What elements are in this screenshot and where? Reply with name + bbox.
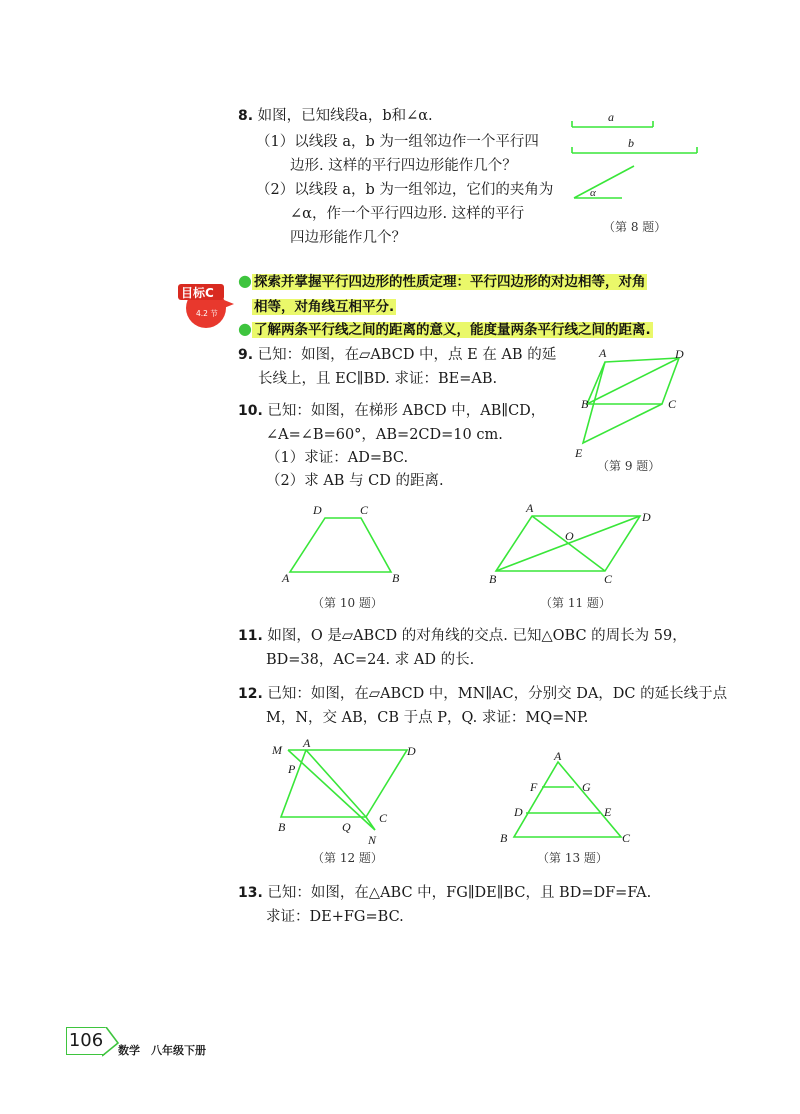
page-number: 106 [66, 1027, 105, 1055]
p12-label-M: M [272, 743, 282, 757]
triangle-ABC [514, 762, 621, 837]
diagonals-AC-BD [496, 516, 640, 571]
caption-12: （第 12 题） [312, 851, 383, 865]
p11-label-C: C [604, 572, 613, 586]
caption-8: （第 8 题） [603, 220, 667, 234]
p13-label-C: C [622, 831, 631, 845]
extension-BE-EC [583, 362, 662, 443]
label-b: b [628, 136, 634, 150]
p12-label-N: N [368, 833, 377, 847]
problem-12-line2: M，N，交 AB，CB 于点 P，Q. 求证：MQ=NP. [266, 710, 589, 726]
p13-label-F: F [530, 780, 538, 794]
problem-10-sub2: （2）求 AB 与 CD 的距离. [266, 473, 444, 489]
caption-10: （第 10 题） [312, 596, 383, 610]
problem-8-stem: 8. 如图，已知线段a，b和∠α. [238, 108, 433, 124]
target-badge [176, 278, 236, 336]
trapezoid-ABCD [290, 518, 391, 572]
label-a: a [608, 110, 614, 124]
problem-11-line2: BD=38，AC=24. 求 AD 的长. [266, 652, 475, 668]
p13-label-A: A [554, 749, 562, 763]
p9-label-D: D [675, 347, 684, 361]
badge-section: 4.2 节 [196, 309, 218, 318]
goal-1-cont: 相等，对角线互相平分. [254, 299, 395, 315]
p13-label-G: G [582, 780, 591, 794]
p12-label-A: A [303, 736, 311, 750]
goal-2: ● 了解两条平行线之间的距离的意义，能度量两条平行线之间的距离. [238, 319, 651, 338]
p10-label-D: D [313, 503, 322, 517]
problem-8-sub1-cont: 边形. 这样的平行四边形能作几个？ [290, 158, 517, 174]
badge-pointer-icon [224, 300, 234, 308]
p12-label-P: P [288, 762, 296, 776]
p11-label-B: B [489, 572, 497, 586]
goal-1: ● 探索并掌握平行四边形的性质定理：平行四边形的对边相等，对角 [238, 271, 646, 290]
problem-10-line1: 10. 已知：如图，在梯形 ABCD 中，AB∥CD， [238, 403, 546, 419]
problem-8-sub2-cont1: ∠α，作一个平行四边形. 这样的平行 [290, 206, 525, 222]
problem-10-line2: ∠A=∠B=60°，AB=2CD=10 cm. [266, 427, 503, 443]
p11-label-D: D [642, 510, 651, 524]
problem-12-number: 12. [238, 686, 263, 702]
problem-8-figure [560, 100, 710, 210]
p12-label-C: C [379, 811, 388, 825]
problem-9-number: 9. [238, 347, 254, 363]
problem-8-sub2: （2）以线段 a，b 为一组邻边，它们的夹角为 [256, 182, 554, 198]
problem-11-number: 11. [238, 628, 263, 644]
problem-13-number: 13. [238, 885, 263, 901]
badge-title: 目标C [181, 286, 214, 300]
p13-label-E: E [604, 805, 612, 819]
book-title: 数学 八年级下册 [118, 1044, 206, 1057]
p11-label-A: A [526, 501, 534, 515]
problem-9-line2: 长线上，且 EC∥BD. 求证：BE=AB. [258, 371, 498, 387]
problem-13-figure [496, 745, 636, 850]
p12-label-D: D [407, 744, 416, 758]
problem-9-figure [565, 342, 700, 467]
p12-label-Q: Q [342, 820, 351, 834]
problem-12-figure [268, 735, 428, 850]
angle-alpha [574, 166, 634, 198]
segment-b [572, 147, 697, 153]
problem-10-figure [280, 500, 410, 590]
bullet-icon: ● [238, 319, 252, 338]
diagonal-AC [306, 750, 366, 817]
problem-11-line1: 11. 如图，O 是▱ABCD 的对角线的交点. 已知△OBC 的周长为 59， [238, 628, 687, 644]
problem-12-line1: 12. 已知：如图，在▱ABCD 中，MN∥AC，分别交 DA，DC 的延长线于点 [238, 686, 728, 702]
line-MN [288, 750, 375, 830]
p10-label-A: A [282, 571, 290, 585]
p11-label-O: O [565, 529, 574, 543]
problem-10-number: 10. [238, 403, 263, 419]
problem-13-line2: 求证：DE+FG=BC. [266, 909, 404, 925]
problem-8-sub2-cont2: 四边形能作几个？ [290, 230, 406, 246]
caption-11: （第 11 题） [540, 596, 611, 610]
bullet-icon: ● [238, 271, 252, 290]
problem-11-figure [486, 500, 661, 590]
caption-13: （第 13 题） [537, 851, 608, 865]
problem-13-line1: 13. 已知：如图，在△ABC 中，FG∥DE∥BC，且 BD=DF=FA. [238, 885, 652, 901]
problem-8-number: 8. [238, 108, 254, 124]
problem-8-sub1: （1）以线段 a，b 为一组邻边作一个平行四 [256, 134, 539, 150]
problem-9-line1: 9. 已知：如图，在▱ABCD 中，点 E 在 AB 的延 [238, 347, 557, 363]
p10-label-C: C [360, 503, 369, 517]
p9-label-B: B [581, 397, 589, 411]
p9-label-A: A [599, 346, 607, 360]
p9-label-E: E [575, 446, 583, 460]
p13-label-D: D [514, 805, 523, 819]
p13-label-B: B [500, 831, 508, 845]
p9-label-C: C [668, 397, 677, 411]
label-alpha: α [590, 187, 596, 199]
p12-label-B: B [278, 820, 286, 834]
caption-9: （第 9 题） [597, 459, 661, 473]
problem-10-sub1: （1）求证：AD=BC. [266, 450, 409, 466]
p10-label-B: B [392, 571, 400, 585]
